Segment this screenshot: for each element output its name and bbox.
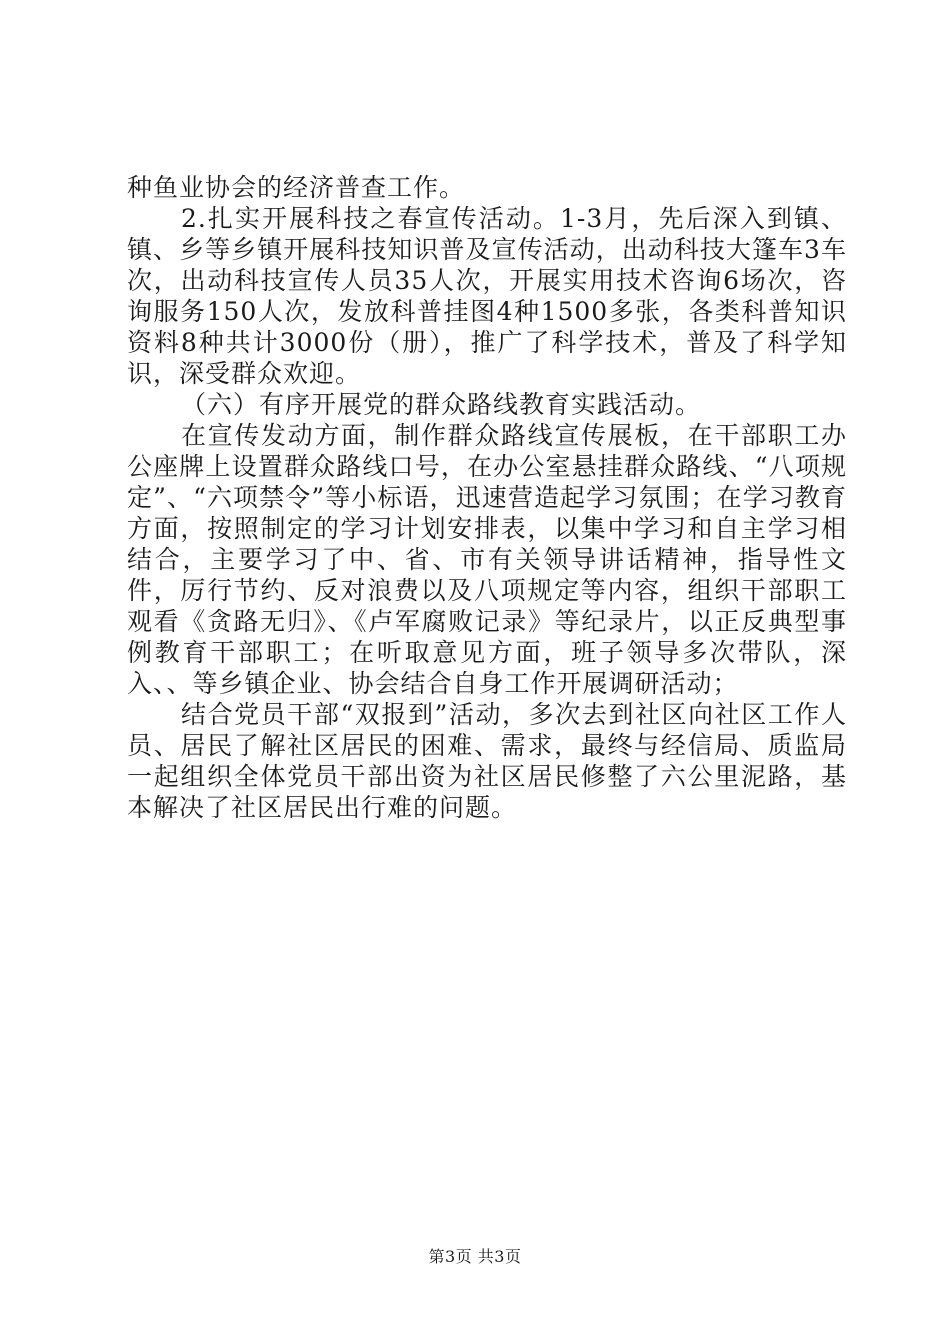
- paragraph-4: 在宣传发动方面，制作群众路线宣传展板，在干部职工办公座牌上设置群众路线口号，在办公室悬挂群众路线、“八项规定”、“六项禁令”等小标语，迅速营造起学习氛围；在学习教育方面，按照制定的学习计划安排表，以集中学习和自主学习相结合，主要学习了中、省、市有关领导讲话精神，指导性文件，厉行节约、反对浪费以及八项规定等内容，组织干部职工观看《贪路无归》、《卢军腐败记录》等纪录片，以正反典型事例教育干部职工；在听取意见方面，班子领导多次带队，深入、、等乡镇企业、协会结合自身工作开展调研活动；: [127, 421, 847, 698]
- paragraph-1: 种鱼业协会的经济普查工作。: [127, 173, 466, 202]
- document-body: [127, 172, 847, 823]
- page-number-footer: 第3页 共3页: [428, 1247, 522, 1266]
- paragraph-5: 结合党员干部“双报到”活动，多次去到社区向社区工作人员、居民了解社区居民的困难、需求，最终与经信局、质监局一起组织全体党员干部出资为社区居民修整了六公里泥路，基本解决了社区居民出行难的问题。: [127, 700, 847, 822]
- paragraph-3: （六）有序开展党的群众路线教育实践活动。: [181, 390, 702, 419]
- paragraph-2: 2.扎实开展科技之春宣传活动。1-3月，先后深入到镇、镇、乡等乡镇开展科技知识普及宣传活动，出动科技大篷车3车次，出动科技宣传人员35人次，开展实用技术咨询6场次，咨询服务150人次，发放科普挂图4种1500多张，各类科普知识资料8种共计3000份（册），推广了科学技术，普及了科学知识，深受群众欢迎。: [127, 204, 847, 388]
